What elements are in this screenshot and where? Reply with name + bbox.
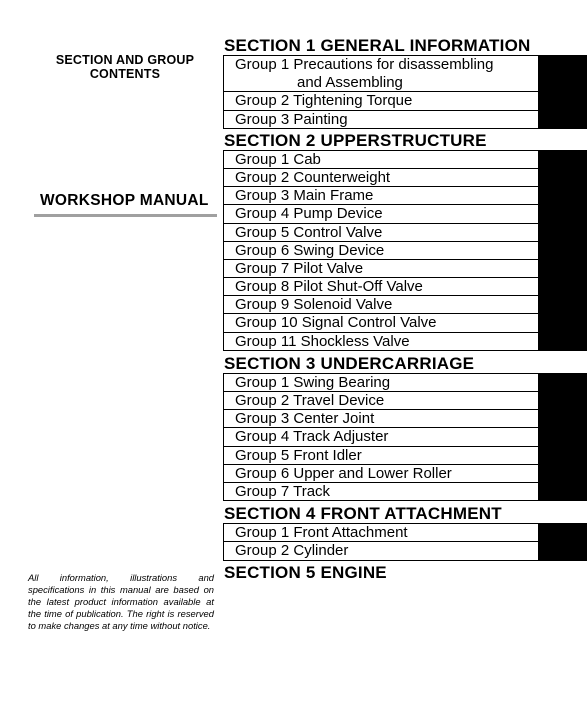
section-4-groups <box>223 523 587 560</box>
group-label-line2: and Assembling <box>297 74 403 91</box>
section-tab <box>538 187 587 205</box>
group-label <box>235 56 535 92</box>
group-label: Group 1 Cab <box>235 150 321 168</box>
section-2-title[interactable]: SECTION 2 UPPERSTRUCTURE <box>224 130 487 150</box>
table-of-contents <box>223 36 587 582</box>
section-1-title[interactable]: SECTION 1 GENERAL INFORMATION <box>224 36 531 55</box>
group-row[interactable] <box>224 224 587 242</box>
group-label: Group 6 Upper and Lower Roller <box>235 464 452 482</box>
section-tab <box>538 314 587 332</box>
group-label: Group 7 Track <box>235 482 331 500</box>
group-label: Group 6 Swing Device <box>235 241 385 259</box>
group-row[interactable] <box>224 447 587 465</box>
group-row[interactable] <box>224 151 587 169</box>
workshop-manual-title: WORKSHOP MANUAL <box>34 191 217 217</box>
section-tab <box>538 333 587 351</box>
group-row[interactable] <box>224 296 587 314</box>
section-tab <box>538 483 587 501</box>
section-tab <box>538 465 587 483</box>
group-row[interactable] <box>224 278 587 296</box>
section-3-groups <box>223 373 587 501</box>
group-row[interactable] <box>224 465 587 483</box>
group-label: Group 1 Swing Bearing <box>235 373 391 391</box>
disclaimer-text: All information, illustrations and specifications in this manual are based on the latest product information available at the time of publication. The right is reserved to make changes at any time without notice. <box>28 572 214 632</box>
group-label-line1: Group 1 Precautions for disassembling <box>235 56 494 73</box>
group-label: Group 9 Solenoid Valve <box>235 296 393 314</box>
group-label: Group 4 Track Adjuster <box>235 428 389 446</box>
section-tab <box>538 374 587 392</box>
section-tab <box>538 410 587 428</box>
section-tab <box>538 151 587 169</box>
group-row[interactable] <box>224 333 587 351</box>
group-label: Group 5 Front Idler <box>235 446 362 464</box>
group-label: Group 2 Tightening Torque <box>235 92 413 110</box>
group-row[interactable] <box>224 169 587 187</box>
group-label: Group 3 Painting <box>235 110 348 128</box>
group-row[interactable] <box>224 56 587 92</box>
section-3-title[interactable]: SECTION 3 UNDERCARRIAGE <box>224 353 475 373</box>
section-tab <box>538 224 587 242</box>
section-tab <box>538 92 587 110</box>
section-tab <box>538 447 587 465</box>
group-label: Group 3 Main Frame <box>235 187 374 205</box>
group-label: Group 11 Shockless Valve <box>235 332 410 350</box>
group-row[interactable] <box>224 542 587 560</box>
section-tab <box>538 205 587 223</box>
group-row[interactable] <box>224 187 587 205</box>
group-row[interactable] <box>224 314 587 332</box>
group-row[interactable] <box>224 374 587 392</box>
group-row[interactable] <box>224 483 587 501</box>
group-label: Group 2 Travel Device <box>235 392 385 410</box>
group-row[interactable] <box>224 524 587 542</box>
section-5-title[interactable]: SECTION 5 ENGINE <box>224 562 387 582</box>
group-row[interactable] <box>224 92 587 110</box>
group-label: Group 5 Control Valve <box>235 223 383 241</box>
section-tab <box>538 56 587 92</box>
group-row[interactable] <box>224 260 587 278</box>
left-column <box>0 0 220 715</box>
section-tab <box>538 428 587 446</box>
section-tab <box>538 524 587 542</box>
section-group-contents-heading <box>30 53 220 81</box>
heading-line-1: SECTION AND GROUP <box>55 53 195 67</box>
group-row[interactable] <box>224 111 587 129</box>
group-label: Group 2 Cylinder <box>235 542 349 560</box>
section-tab <box>538 392 587 410</box>
section-tab <box>538 111 587 129</box>
group-row[interactable] <box>224 392 587 410</box>
group-row[interactable] <box>224 242 587 260</box>
group-label: Group 3 Center Joint <box>235 410 375 428</box>
section-1-groups <box>223 55 587 129</box>
section-tab <box>538 296 587 314</box>
section-tab <box>538 260 587 278</box>
section-2-groups <box>223 150 587 351</box>
group-label: Group 2 Counterweight <box>235 168 391 186</box>
group-row[interactable] <box>224 205 587 223</box>
group-row[interactable] <box>224 428 587 446</box>
section-tab <box>538 542 587 560</box>
group-label: Group 1 Front Attachment <box>235 524 408 542</box>
heading-line-2: CONTENTS <box>89 67 161 81</box>
section-4-title[interactable]: SECTION 4 FRONT ATTACHMENT <box>224 504 502 524</box>
section-tab <box>538 278 587 296</box>
group-label: Group 10 Signal Control Valve <box>235 314 437 332</box>
group-label: Group 4 Pump Device <box>235 205 383 223</box>
group-row[interactable] <box>224 410 587 428</box>
section-tab <box>538 169 587 187</box>
section-tab <box>538 242 587 260</box>
group-label: Group 7 Pilot Valve <box>235 259 364 277</box>
group-label: Group 8 Pilot Shut-Off Valve <box>235 278 423 296</box>
